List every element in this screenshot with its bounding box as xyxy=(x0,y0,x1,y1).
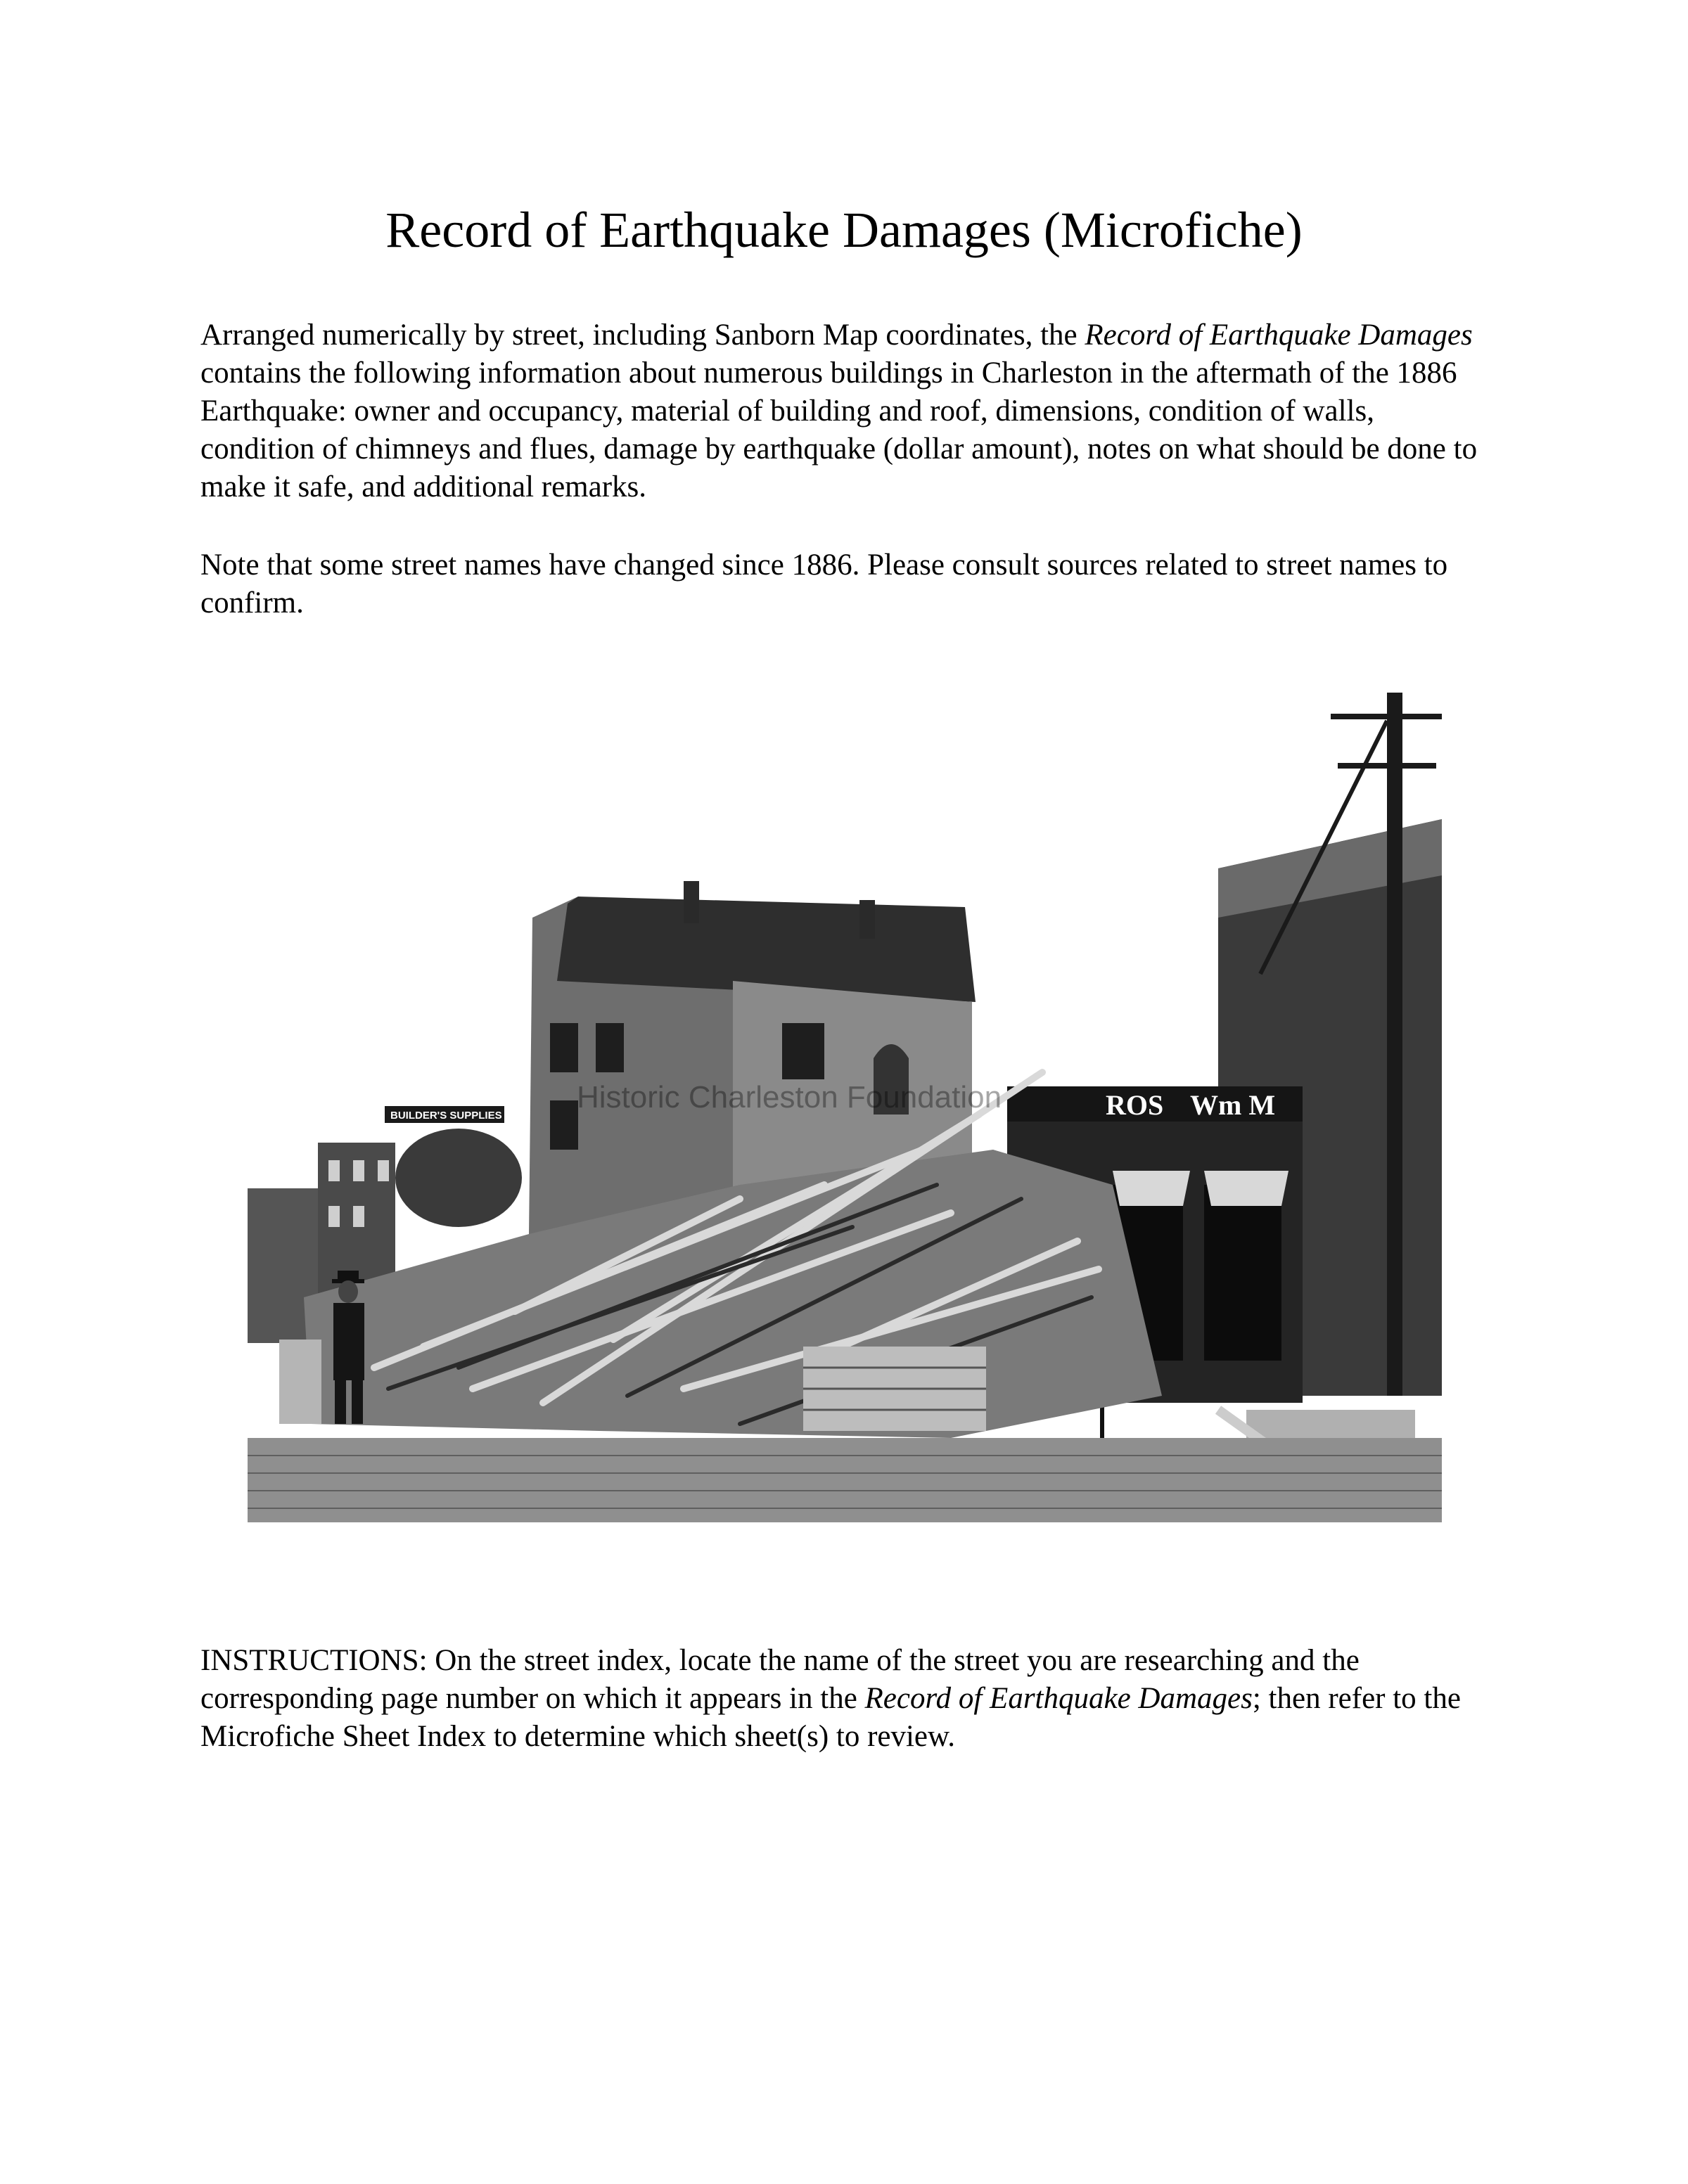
earthquake-ruins-photo xyxy=(248,693,1442,1522)
brick-stack xyxy=(279,1340,321,1424)
instructions-italic-title: Record of Earthquake Damages xyxy=(864,1682,1253,1715)
chimney xyxy=(684,881,699,923)
intro-italic-title: Record of Earthquake Damages xyxy=(1085,319,1473,352)
intro-rest: contains the following information about numerous buildings in Charleston in the aftermath of the 1886 Earthquake: owner and occupancy, material of building and roof, dimensions, condition of walls, condition of chimneys and flues, damage by earthquake (dollar amount), notes on what should be done to make it safe, and additional remarks. xyxy=(200,356,1478,503)
photo-watermark: Historic Charleston Foundation xyxy=(577,1080,1002,1115)
storefront-sign-right: Wm M xyxy=(1190,1089,1276,1121)
builders-supplies-text: BUILDER'S SUPPLIES xyxy=(390,1110,502,1122)
instructions-lead: INSTRUCTIONS: On the street index, locate the name of the street you are researching and the corresponding page number on which it appears in the xyxy=(200,1644,1360,1715)
storefront-sign-left: ROS xyxy=(1106,1089,1164,1121)
instructions-rest: ; then refer to the Microfiche Sheet Index to determine which sheet(s) to review. xyxy=(200,1682,1461,1753)
instructions-paragraph xyxy=(200,1642,1488,1756)
intro-paragraph xyxy=(200,316,1488,506)
tree xyxy=(395,1129,522,1227)
telegraph-pole xyxy=(1387,693,1402,1396)
page-title: Record of Earthquake Damages (Microfiche) xyxy=(385,202,1303,258)
chimney xyxy=(859,900,875,939)
intro-lead: Arranged numerically by street, including Sanborn Map coordinates, the xyxy=(200,319,1085,352)
cobblestone-street xyxy=(248,1438,1442,1522)
note-paragraph: Note that some street names have changed since 1886. Please consult sources related to street names to confirm. xyxy=(200,548,1448,619)
